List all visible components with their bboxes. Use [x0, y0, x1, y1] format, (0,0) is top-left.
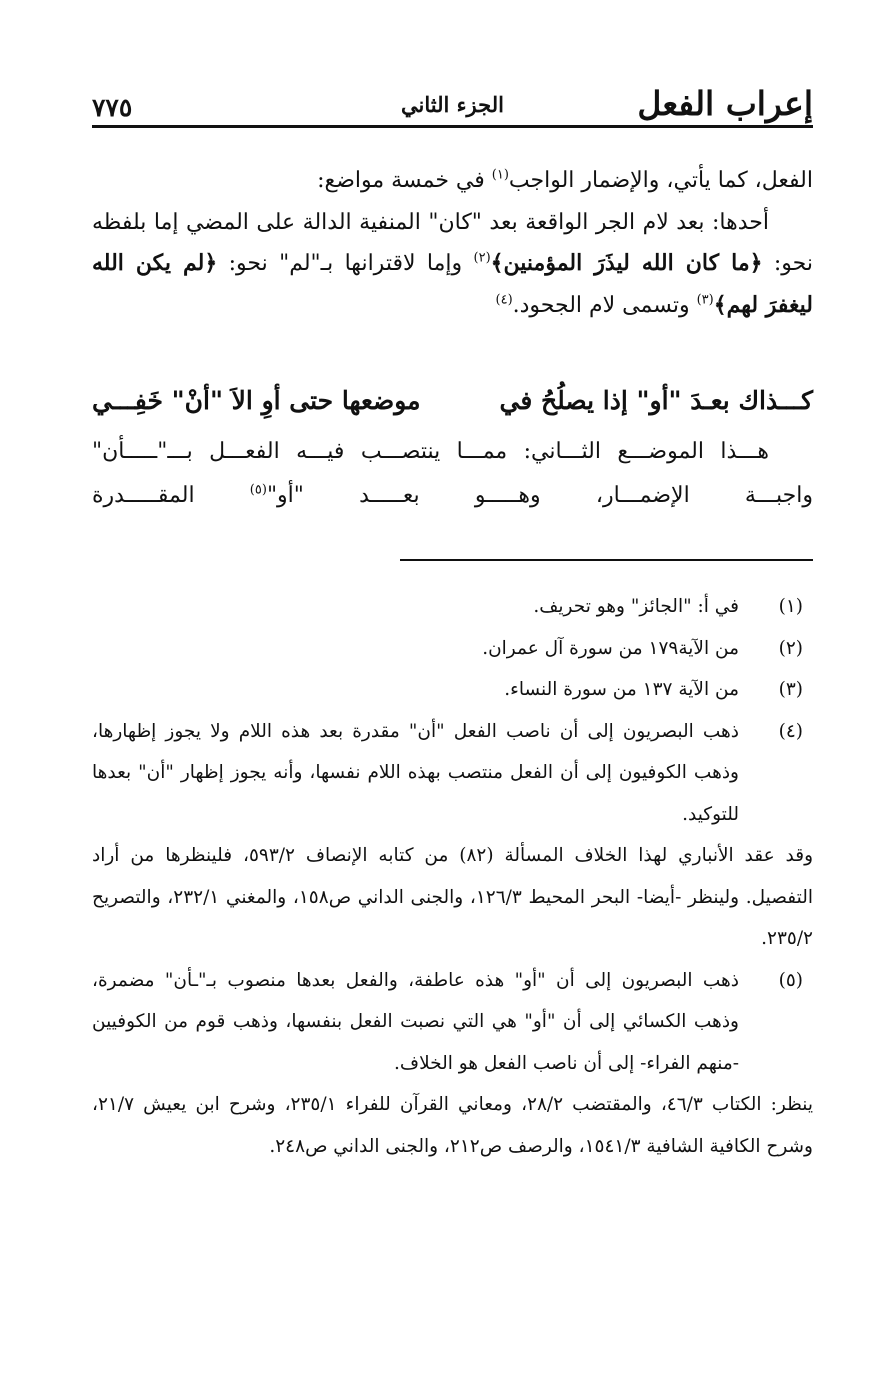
footnote-5-continuation: ينظر: الكتاب ٤٦/٣، والمقتضب ٢٨/٢، ومعاني القرآن للفراء ٢٣٥/١، وشرح ابن يعيش ٢١/٧، وشرح الكافية الشافية ١٥٤١/٣، والرصف ص٢١٢، والجنى الداني ص٢٤٨.: [92, 1094, 813, 1157]
footnote-separator: [400, 559, 813, 561]
main-text-continued: [92, 430, 813, 518]
footnote-text: ذهب البصريون إلى أن "أو" هذه عاطفة، والفعل بعدها منصوب بـ"ـأن" مضمرة، وذهب الكسائي إلى أن "أو" هي التي نصبت الفعل بنفسها، وذهب قوم من الكوفيين -منهم الفراء- إلى أن ناصب الفعل هو الخلاف.: [92, 969, 739, 1074]
footnote-1: [92, 586, 813, 628]
quran-quote: ﴿لم يكن الله ليغفرَ لهم﴾: [92, 250, 813, 318]
footnote-number: (٥): [778, 969, 803, 991]
verse-hemistich-first: كـــذاك بعـدَ "أو" إذا يصلُحُ في: [499, 385, 813, 415]
footnotes: [92, 586, 813, 1167]
poem-verse: [92, 378, 813, 422]
footnote-text: في أ: "الجائز" وهو تحريف.: [533, 596, 739, 617]
paragraph-2: أحدها: بعد لام الجر الواقعة بعد "كان" المنفية الدالة على المضي إما بلفظه نحو: ﴿ما كان الله ليذَرَ المؤمنين﴾$^{(٢)}$ وإما لاقترانها بـ"لم" نحو: ﴿لم يكن الله ليغفرَ لهم﴾$^{(٣)}$ وتسمى لام الجحود.$^{(٤)}$: [92, 209, 813, 318]
chapter-title: إعراب الفعل: [637, 84, 813, 123]
footnote-text: من الآية١٧٩ من سورة آل عمران.: [482, 637, 739, 659]
verse-hemistich-second: موضعها حتى أوِ الاَ "أنْ" خَفِـــي: [92, 385, 421, 415]
part-label: الجزء الثاني: [401, 92, 504, 117]
footnote-number: (٢): [778, 637, 803, 659]
footnote-5: [92, 960, 813, 1085]
footnote-ref: (٥): [249, 482, 267, 498]
footnote-ref: (٤): [495, 292, 513, 308]
paragraph-1: الفعل، كما يأتي، والإضمار الواجب$^{(١)}$ في خمسة مواضع:: [317, 167, 813, 193]
footnote-ref: (١): [491, 167, 509, 183]
footnote-4: [92, 711, 813, 836]
page-number: ٧٧٥: [92, 93, 133, 122]
footnote-2: [92, 628, 813, 670]
footnote-ref: (٢): [473, 250, 491, 266]
footnote-number: (٤): [778, 720, 803, 742]
quran-quote: ﴿ما كان الله ليذَرَ المؤمنين﴾: [490, 250, 763, 276]
footnote-ref: (٣): [696, 292, 714, 308]
page-header: [92, 78, 813, 124]
footnote-number: (١): [778, 596, 803, 617]
footnote-text: من الآية ١٣٧ من سورة النساء.: [504, 679, 739, 700]
footnote-number: (٣): [778, 679, 803, 700]
footnote-text: ذهب البصريون إلى أن ناصب الفعل "أن" مقدرة بعد هذه اللام ولا يجوز إظهارها، وذهب الكوفيون إلى أن الفعل منتصب بهذه اللام نفسها، وأنه يجوز إظهار "أن" بعدها للتوكيد.: [92, 720, 739, 825]
footnote-3: [92, 669, 813, 711]
header-rule: [92, 125, 813, 128]
main-text: [92, 160, 813, 326]
paragraph-3: هـــذا الموضـــع الثـــاني: ممـــا ينتصـــب فيـــه الفعـــل بـــ"ـــــأن" واجبـــة الإضمـــار، وهـــــو بعـــــد "أو"$^{(٥)}$ المقـــــدرة: [92, 439, 813, 508]
footnote-4-continuation: وقد عقد الأنباري لهذا الخلاف المسألة (٨٢) من كتابه الإنصاف ٥٩٣/٢، فلينظرها من أراد التفصيل. ولينظر -أيضا- البحر المحيط ١٢٦/٣، والجنى الداني ص١٥٨، والمغني ٢٣٢/١، والتصريح ٢٣٥/٢.: [92, 845, 814, 949]
